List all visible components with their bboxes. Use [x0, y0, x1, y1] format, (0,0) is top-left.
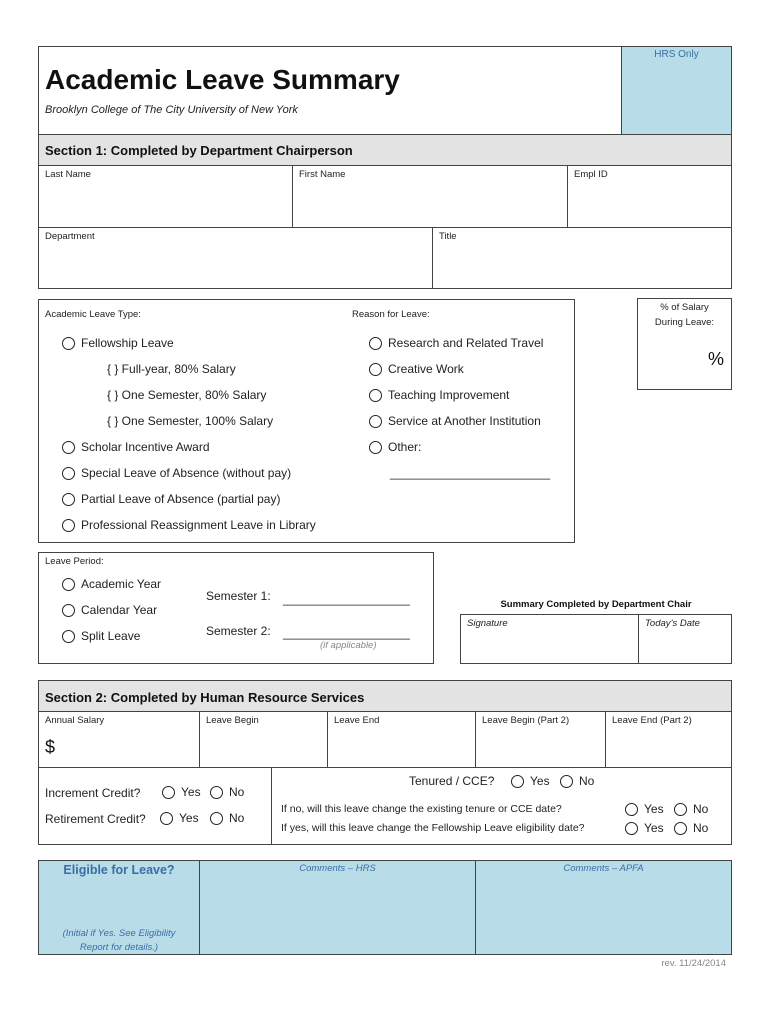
radio-creative[interactable]	[369, 363, 382, 376]
percent-symbol: %	[708, 349, 725, 369]
period-academic-year[interactable]	[62, 577, 161, 591]
title-label: Title	[439, 231, 457, 242]
increment-yes[interactable]	[162, 785, 201, 799]
option-fellowship-label: Fellowship Leave	[81, 336, 174, 350]
radio-fellowship[interactable]	[62, 337, 75, 350]
comments-apfa-label: Comments – APFA	[563, 863, 644, 874]
dollar-symbol: $	[45, 737, 56, 757]
eligible-note-2: Report for details.)	[79, 942, 159, 953]
title-field[interactable]	[432, 227, 732, 289]
comments-apfa-field[interactable]	[475, 860, 732, 955]
radio-tenured-yes[interactable]	[511, 775, 524, 788]
radio-special[interactable]	[62, 467, 75, 480]
period-calendar-year[interactable]	[62, 603, 157, 617]
todays-date-label: Today’s Date	[645, 618, 700, 629]
tenured-yes[interactable]	[511, 774, 550, 788]
section1-title: Section 1: Completed by Department Chairperson	[45, 143, 353, 158]
radio-split-leave[interactable]	[62, 630, 75, 643]
radio-professional[interactable]	[62, 519, 75, 532]
retirement-no-label: No	[229, 811, 245, 825]
eligible-label: Eligible for Leave?	[63, 863, 175, 877]
tenure-change-yes[interactable]	[625, 802, 664, 816]
reason-teaching-label: Teaching Improvement	[388, 388, 510, 402]
option-professional-label: Professional Reassignment Leave in Library	[81, 518, 316, 532]
if-applicable-note: (if applicable)	[320, 640, 377, 651]
signature-label: Signature	[467, 618, 508, 629]
empl-id-label: Empl ID	[574, 169, 608, 180]
radio-other[interactable]	[369, 441, 382, 454]
radio-partial[interactable]	[62, 493, 75, 506]
tenured-no[interactable]	[560, 774, 594, 788]
retirement-credit-label: Retirement Credit?	[45, 812, 146, 826]
option-partial[interactable]	[62, 492, 280, 506]
eligible-note-1: (Initial if Yes. See Eligibility	[62, 928, 176, 939]
radio-retirement-no[interactable]	[210, 812, 223, 825]
retirement-yes[interactable]	[160, 811, 199, 825]
reason-service[interactable]	[369, 414, 541, 428]
option-one-sem-80[interactable]: { } One Semester, 80% Salary	[107, 388, 267, 402]
fellowship-change-yes-label: Yes	[644, 821, 664, 835]
leave-period-label: Leave Period:	[45, 556, 104, 567]
fellowship-change-no[interactable]	[674, 821, 708, 835]
reason-label: Reason for Leave:	[352, 309, 430, 320]
credit-box	[38, 767, 272, 845]
reason-creative[interactable]	[369, 362, 464, 376]
tenure-change-question: If no, will this leave change the existing tenure or CCE date?	[281, 803, 562, 815]
reason-research-label: Research and Related Travel	[388, 336, 544, 350]
radio-tenure-change-no[interactable]	[674, 803, 687, 816]
option-partial-label: Partial Leave of Absence (partial pay)	[81, 492, 281, 506]
period-calendar-year-label: Calendar Year	[81, 603, 158, 617]
tenured-yes-label: Yes	[530, 774, 550, 788]
radio-retirement-yes[interactable]	[160, 812, 173, 825]
salary-pct-label-2: During Leave:	[654, 317, 715, 328]
tenure-change-no[interactable]	[674, 802, 708, 816]
increment-no[interactable]	[210, 785, 244, 799]
period-split-leave[interactable]	[62, 629, 140, 643]
comments-hrs-label: Comments – HRS	[299, 863, 376, 874]
radio-fellowship-change-no[interactable]	[674, 822, 687, 835]
department-label: Department	[45, 231, 95, 242]
option-fellowship[interactable]	[62, 336, 174, 350]
leave-end-label: Leave End	[334, 715, 380, 726]
semester2-line[interactable]: ___________________	[283, 626, 410, 640]
leave-begin-p2-label: Leave Begin (Part 2)	[482, 715, 570, 726]
section2-title: Section 2: Completed by Human Resource Services	[45, 690, 365, 705]
radio-increment-yes[interactable]	[162, 786, 175, 799]
option-scholar[interactable]	[62, 440, 210, 454]
option-special-label: Special Leave of Absence (without pay)	[81, 466, 292, 480]
leave-end-p2-label: Leave End (Part 2)	[612, 715, 692, 726]
reason-other-label: Other:	[388, 440, 422, 454]
salary-pct-label-1: % of Salary	[660, 302, 709, 313]
page-title: Academic Leave Summary	[45, 64, 400, 95]
hrs-only-label: HRS Only	[654, 49, 699, 60]
retirement-yes-label: Yes	[179, 811, 199, 825]
annual-salary-label: Annual Salary	[45, 715, 105, 726]
fellowship-change-question: If yes, will this leave change the Fellowship Leave eligibility date?	[281, 822, 585, 834]
increment-yes-label: Yes	[181, 785, 201, 799]
option-full-year[interactable]: { } Full-year, 80% Salary	[107, 362, 236, 376]
reason-teaching[interactable]	[369, 388, 509, 402]
tenure-change-no-label: No	[693, 802, 709, 816]
comments-hrs-field[interactable]	[199, 860, 476, 955]
department-field[interactable]	[38, 227, 433, 289]
first-name-label: First Name	[299, 169, 346, 180]
chair-summary-title: Summary Completed by Department Chair	[500, 599, 692, 610]
radio-tenured-no[interactable]	[560, 775, 573, 788]
fellowship-change-yes[interactable]	[625, 821, 664, 835]
radio-fellowship-change-yes[interactable]	[625, 822, 638, 835]
reason-service-label: Service at Another Institution	[388, 414, 541, 428]
radio-teaching[interactable]	[369, 389, 382, 402]
retirement-no[interactable]	[210, 811, 244, 825]
radio-calendar-year[interactable]	[62, 604, 75, 617]
semester2-label: Semester 2:	[206, 624, 271, 638]
radio-research[interactable]	[369, 337, 382, 350]
reason-research[interactable]	[369, 336, 543, 350]
option-one-sem-100[interactable]: { } One Semester, 100% Salary	[107, 414, 274, 428]
option-scholar-label: Scholar Incentive Award	[81, 440, 210, 454]
leave-type-label: Academic Leave Type:	[45, 309, 141, 320]
fellowship-change-no-label: No	[693, 821, 709, 835]
radio-increment-no[interactable]	[210, 786, 223, 799]
reason-creative-label: Creative Work	[388, 362, 464, 376]
option-professional[interactable]	[62, 518, 316, 532]
page-subtitle: Brooklyn College of The City University of New York	[45, 104, 298, 116]
radio-service[interactable]	[369, 415, 382, 428]
period-split-leave-label: Split Leave	[81, 629, 141, 643]
increment-no-label: No	[229, 785, 245, 799]
reason-other[interactable]	[369, 440, 421, 454]
radio-scholar[interactable]	[62, 441, 75, 454]
tenured-no-label: No	[579, 774, 595, 788]
option-special[interactable]	[62, 466, 291, 480]
radio-academic-year[interactable]	[62, 578, 75, 591]
last-name-label: Last Name	[45, 169, 91, 180]
revision-date: rev. 11/24/2014	[661, 958, 726, 969]
radio-tenure-change-yes[interactable]	[625, 803, 638, 816]
increment-credit-label: Increment Credit?	[45, 786, 141, 800]
reason-other-line[interactable]: ________________________	[390, 466, 551, 480]
semester1-label: Semester 1:	[206, 589, 271, 603]
semester1-line[interactable]: ___________________	[283, 592, 410, 606]
tenured-label: Tenured / CCE?	[409, 774, 495, 788]
tenure-change-yes-label: Yes	[644, 802, 664, 816]
period-academic-year-label: Academic Year	[81, 577, 162, 591]
leave-begin-label: Leave Begin	[206, 715, 259, 726]
